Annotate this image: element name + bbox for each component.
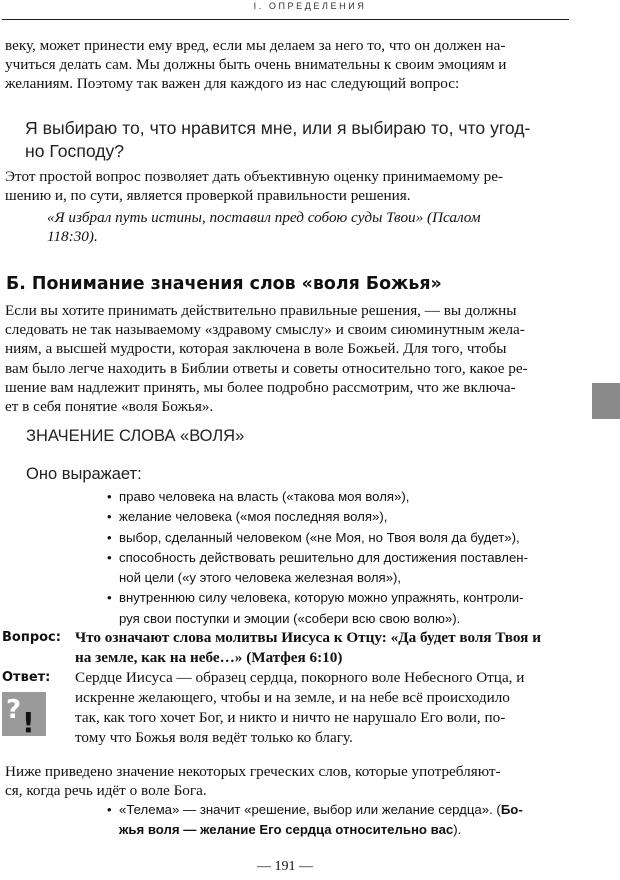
meaning-list [107,487,570,629]
text-line: шение вам надлежит принять, мы более подробно рассмотрим, что же включа- [5,378,516,396]
answer-line: искренне желающего, чтобы и на земле, и на небе всё происходило [75,689,510,706]
bullet: • [107,529,112,545]
meaning-subheading [26,425,591,447]
text-line: шению и, по сути, является проверкой правильности решения. [5,187,411,205]
bullet: • [107,509,112,525]
key-question [25,117,570,163]
text-line: желаниям. Поэтому так важен для каждого из нас следующий вопрос: [5,75,460,93]
citation-line: «Я избрал путь истины, поставил пред собою суды Твои» (Псалом [47,209,481,226]
section-title: Б. Понимание значения слов «воля Божья» [6,274,442,294]
text-line: Если вы хотите принимать действительно правильные решения, — вы должны [5,302,517,319]
answer-line: так, как того хочет Бог, и никто и ничто не нарушало Его воли, по- [75,709,506,726]
question-text [75,628,570,668]
text-line: ся, когда речь идёт о воле Бога. [5,782,207,800]
section-paragraph [5,301,570,416]
chapter-tab-marker [592,383,620,419]
meaning-lead-text: Оно выражает: [26,465,142,483]
text-line: ниям, а высшей мудрости, которая заключена в воле Божьей. Для того, чтобы [5,340,507,358]
question-mark-glyph: ? [6,695,22,725]
text-line: веку, может принести ему вред, если мы делаем за него то, что он должен на- [5,37,506,54]
answer-line: Сердце Иисуса — образец сердца, покорного воле Небесного Отца, и [75,669,525,686]
exclamation-glyph: ! [22,706,35,736]
page-number: — 191 — [257,859,313,874]
answer-text [75,668,570,748]
text-line: следовать не так называемому «здравому смыслу» и своим сиюминутным жела- [5,321,525,339]
question-answer-icon [2,692,46,736]
header-rule [2,19,569,20]
list-item: • желание человека («моя последняя воля»), [107,507,570,527]
list-item: • выбор, сделанный человеком («не Моя, но Твоя воля да будет»), [107,528,570,548]
text-line: учиться делать сам. Мы должны быть очень внимательны к своим эмоциям и [5,56,507,74]
question-line: на земле, как на небе…» (Матфея 6:10) [75,649,343,666]
after-question-paragraph [5,167,570,205]
meaning-title: ЗНАЧЕНИЕ СЛОВА «ВОЛЯ» [26,427,245,445]
key-question-line: Я выбираю то, что нравится мне, или я выбираю то, что угод- [25,118,531,138]
text-line: Этот простой вопрос позволяет дать объективную оценку принимаемому ре- [5,168,503,185]
section-heading [6,273,571,295]
bullet: • [107,549,112,565]
bullet: • [107,489,112,504]
question-line: Что означают слова молитвы Иисуса к Отцу: «Да будет воля Твоя и [75,629,541,646]
greek-paragraph [5,762,570,800]
question-label: Вопрос: [2,630,61,645]
text-line: вам было легче находить в Библии ответы и советы относительно того, какое ре- [5,359,528,377]
list-item: • «Телема» — значит «решение, выбор или желание сердца». (Бо- жья воля — желание Его сердца относительно вас). [107,802,523,838]
intro-paragraph [5,36,570,94]
bullet: • [107,590,112,606]
bullet: • [107,802,112,817]
answer-line: тому что Божья воля ведёт только ко благу. [75,729,353,746]
key-question-line: но Господу? [25,141,125,161]
running-title: I. ОПРЕДЕЛЕНИЯ [253,1,367,11]
answer-label: Ответ: [2,670,51,685]
text-line: ет в себя понятие «воля Божья». [5,398,214,416]
running-header [0,0,620,18]
citation-line: 118:30). [47,228,98,246]
list-item: • право человека на власть («такова моя воля»), [107,487,570,507]
text-line: Ниже приведено значение некоторых греческих слов, которые употребляют- [5,763,501,780]
greek-list [107,800,570,841]
meaning-lead [26,463,591,485]
list-item: • внутреннюю силу человека, которую можно упражнять, контроли- руя свои поступки и эмоции («собери всю свою волю»). [107,590,524,626]
scripture-citation [47,208,570,246]
list-item: • способность действовать решительно для достижения поставлен- ной цели («у этого человека железная воля»), [107,549,528,586]
